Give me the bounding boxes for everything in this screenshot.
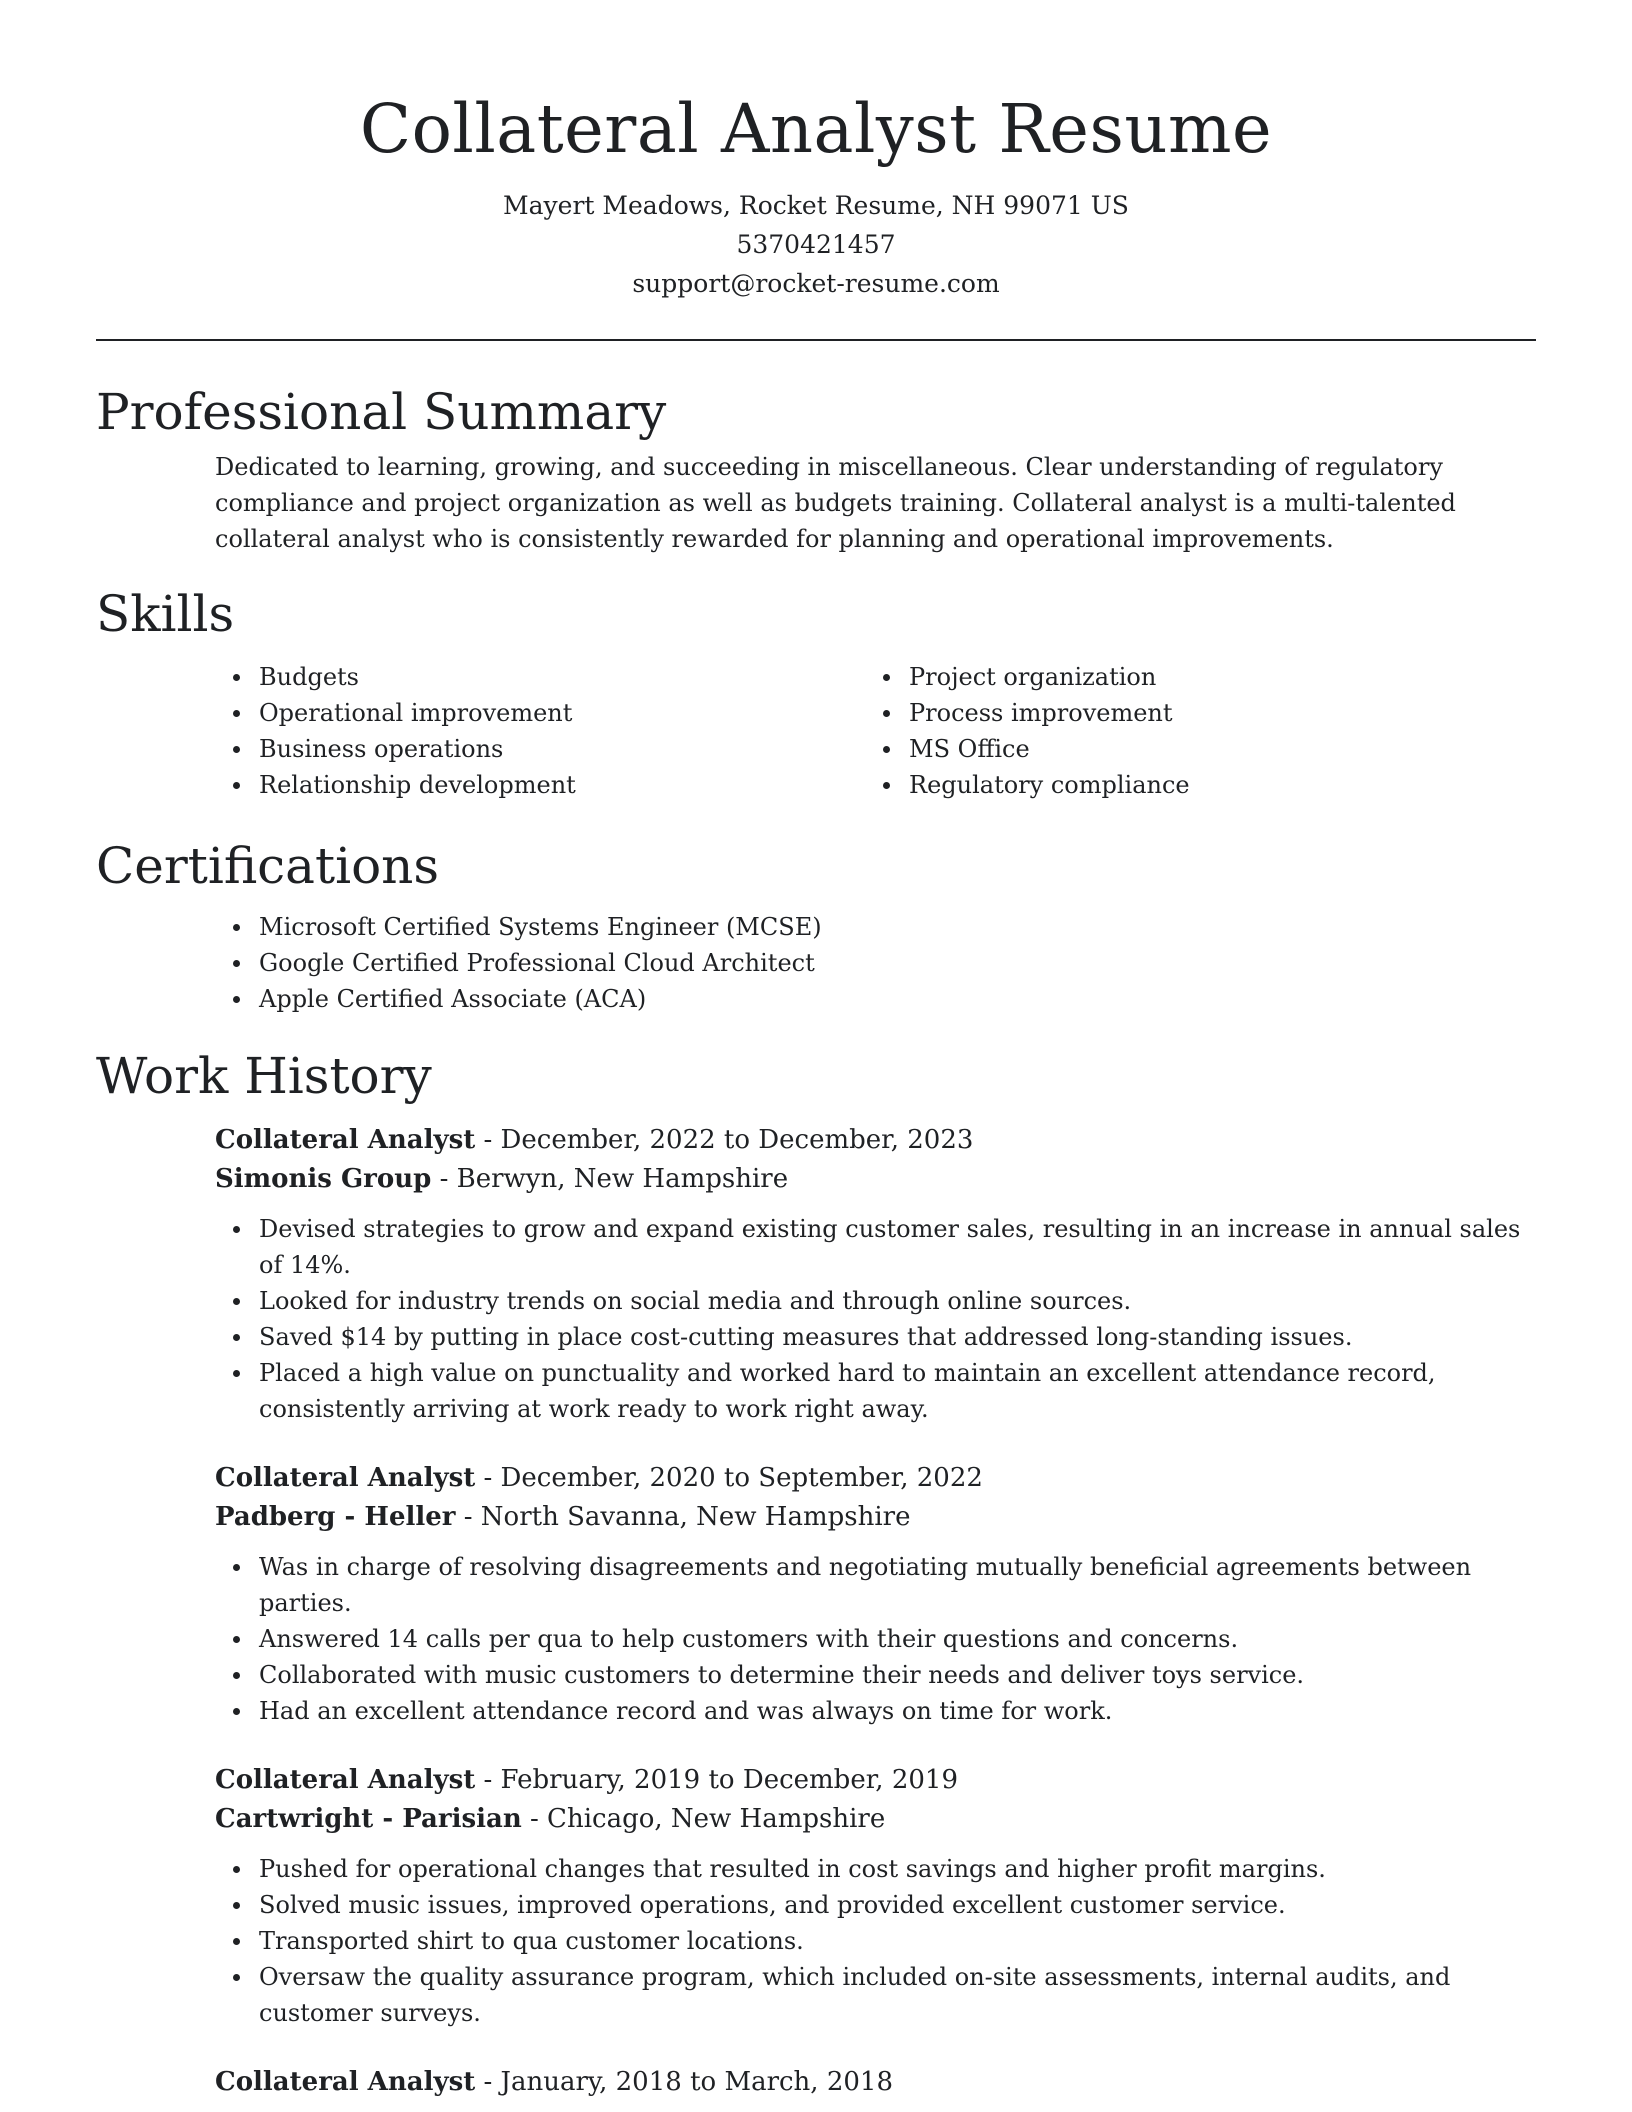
job-bullet: Devised strategies to grow and expand existing customer sales, resulting in an increase in annual sales of 14%.: [215, 1211, 1536, 1283]
job-bullet: Had an excellent attendance record and was always on time for work.: [215, 1693, 1536, 1729]
job-title-line: [215, 1761, 1536, 1800]
job-entry: [215, 1459, 1536, 1537]
work-history-heading: Work History: [96, 1047, 432, 1105]
job-bullet-list: [215, 1549, 1536, 1729]
certifications-heading: Certifications: [96, 837, 440, 895]
job-company: Cartwright - Parisian: [215, 1804, 522, 1834]
job-company: Simonis Group: [215, 1164, 432, 1194]
job-entry: [215, 2063, 1536, 2102]
job-bullet: Saved $14 by putting in place cost-cutting measures that addressed long-standing issues.: [215, 1319, 1536, 1355]
skill-item: Operational improvement: [215, 695, 865, 731]
skills-grid: [215, 659, 1536, 803]
job-bullet: Solved music issues, improved operations, and provided excellent customer service.: [215, 1887, 1536, 1923]
contact-block: [96, 186, 1536, 303]
job-title: Collateral Analyst: [215, 1463, 476, 1493]
job-location: - Chicago, New Hampshire: [521, 1804, 886, 1834]
job-company: Padberg - Heller: [215, 1502, 456, 1532]
skill-item: Business operations: [215, 731, 865, 767]
job-title: Collateral Analyst: [215, 1765, 476, 1795]
skill-item: MS Office: [865, 731, 1515, 767]
job-bullet-list: [215, 1211, 1536, 1427]
job-location: - North Savanna, New Hampshire: [455, 1502, 911, 1532]
contact-email: support@rocket-resume.com: [632, 269, 1000, 298]
resume-header: [96, 0, 1536, 303]
skills-left-list: [215, 659, 865, 803]
job-dates: - December, 2020 to September, 2022: [475, 1463, 983, 1493]
skill-item: Project organization: [865, 659, 1515, 695]
job-company-line: [215, 1160, 1536, 1199]
job-company-line: [215, 1498, 1536, 1537]
job-bullet: Was in charge of resolving disagreements and negotiating mutually beneficial agreements between parties.: [215, 1549, 1536, 1621]
resume-page: [96, 0, 1536, 2102]
job-title: Collateral Analyst: [215, 1125, 476, 1155]
certifications-list: [215, 909, 1536, 1017]
job-bullet: Transported shirt to qua customer locations.: [215, 1923, 1536, 1959]
job-title-line: [215, 1459, 1536, 1498]
skills-heading: Skills: [96, 585, 235, 643]
skill-item: Relationship development: [215, 767, 865, 803]
skill-item: Regulatory compliance: [865, 767, 1515, 803]
summary-heading: Professional Summary: [96, 383, 667, 441]
job-bullet: Placed a high value on punctuality and worked hard to maintain an excellent attendance record, consistently arriving at work ready to work right away.: [215, 1355, 1536, 1427]
certification-item: Microsoft Certified Systems Engineer (MCSE): [215, 909, 1536, 945]
job-title-line: [215, 2063, 1536, 2102]
certification-item: Apple Certified Associate (ACA): [215, 981, 1536, 1017]
header-divider: [96, 339, 1536, 341]
job-bullet: Oversaw the quality assurance program, which included on-site assessments, internal audits, and customer surveys.: [215, 1959, 1536, 2031]
job-entry: [215, 1761, 1536, 1839]
certification-item: Google Certified Professional Cloud Architect: [215, 945, 1536, 981]
skill-item: Budgets: [215, 659, 865, 695]
job-bullet: Looked for industry trends on social media and through online sources.: [215, 1283, 1536, 1319]
contact-address: Mayert Meadows, Rocket Resume, NH 99071 US: [503, 191, 1129, 220]
job-location: - Berwyn, New Hampshire: [431, 1164, 789, 1194]
job-company-line: [215, 1800, 1536, 1839]
job-dates: - January, 2018 to March, 2018: [475, 2067, 893, 2097]
summary-text: Dedicated to learning, growing, and succeeding in miscellaneous. Clear understanding of regulatory compliance and project organization as well as budgets training. Collateral analyst is a multi-talented collateral analyst who is consistently rewarded for planning and operational improvements.: [215, 453, 1456, 553]
job-title: Collateral Analyst: [215, 2067, 476, 2097]
skills-right-list: [865, 659, 1515, 803]
job-bullet: Answered 14 calls per qua to help customers with their questions and concerns.: [215, 1621, 1536, 1657]
job-bullet-list: [215, 1851, 1536, 2031]
job-dates: - February, 2019 to December, 2019: [475, 1765, 958, 1795]
skill-item: Process improvement: [865, 695, 1515, 731]
job-bullet: Collaborated with music customers to determine their needs and deliver toys service.: [215, 1657, 1536, 1693]
contact-phone: 5370421457: [736, 230, 896, 259]
job-title-line: [215, 1121, 1536, 1160]
job-dates: - December, 2022 to December, 2023: [475, 1125, 974, 1155]
job-entry: [215, 1121, 1536, 1199]
job-bullet: Pushed for operational changes that resulted in cost savings and higher profit margins.: [215, 1851, 1536, 1887]
resume-title: Collateral Analyst Resume: [359, 90, 1273, 168]
